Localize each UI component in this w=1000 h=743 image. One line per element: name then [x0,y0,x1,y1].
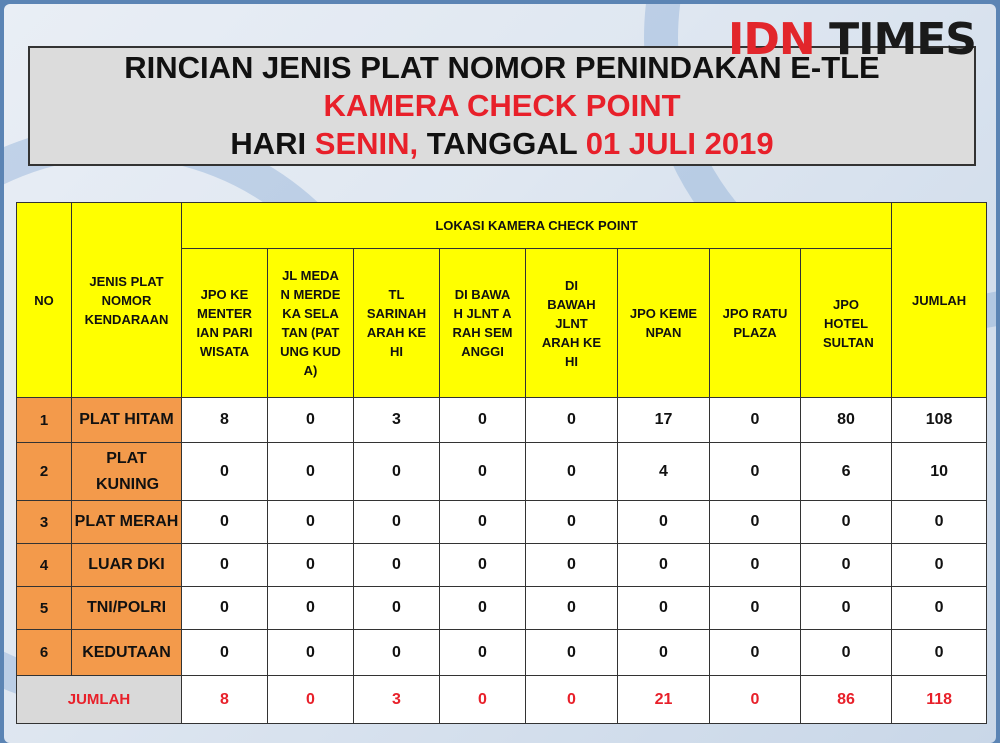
row-value: 0 [440,630,526,676]
title-day: SENIN, [314,126,419,161]
title-line-2: KAMERA CHECK POINT [323,88,681,123]
header-no: NO [17,203,72,398]
row-value: 0 [182,443,268,501]
row-value: 0 [268,587,354,630]
title-day-prefix: HARI [230,126,315,161]
row-value: 0 [268,398,354,443]
row-value: 0 [710,443,801,501]
total-jumlah: 118 [892,676,987,724]
total-value: 0 [268,676,354,724]
header-location-group: LOKASI KAMERA CHECK POINT [182,203,892,249]
row-value: 0 [354,443,440,501]
header-location: DI BAWAH JLNT ARAH SEMANGGI [440,249,526,398]
row-value: 0 [710,544,801,587]
row-value: 0 [268,443,354,501]
header-location: JPO RATU PLAZA [710,249,801,398]
row-value: 0 [440,443,526,501]
total-value: 0 [440,676,526,724]
total-value: 86 [801,676,892,724]
row-value: 0 [354,501,440,544]
row-jumlah: 0 [892,544,987,587]
table-row [17,501,987,544]
row-value: 17 [618,398,710,443]
row-value: 0 [801,544,892,587]
row-value: 0 [801,501,892,544]
header-location: JPO HOTEL SULTAN [801,249,892,398]
row-value: 0 [801,587,892,630]
row-value: 0 [440,544,526,587]
plate-summary-table [16,202,987,724]
row-value: 0 [440,398,526,443]
idn-times-logo [728,14,976,65]
row-jenis: TNI/POLRI [72,587,182,630]
row-jenis: PLAT KUNING [72,443,182,501]
row-jumlah: 0 [892,587,987,630]
header-jumlah: JUMLAH [892,203,987,398]
row-value: 0 [801,630,892,676]
row-value: 0 [710,630,801,676]
row-value: 0 [710,501,801,544]
row-value: 0 [268,501,354,544]
header-location: JPO KEMENPAN [618,249,710,398]
row-value: 0 [618,630,710,676]
logo-times: TIMES [829,14,976,65]
row-no: 1 [17,398,72,443]
row-no: 2 [17,443,72,501]
row-value: 0 [182,630,268,676]
row-jumlah: 10 [892,443,987,501]
total-value: 21 [618,676,710,724]
row-no: 4 [17,544,72,587]
header-location: TL SARINAH ARAH KE HI [354,249,440,398]
row-jumlah: 0 [892,501,987,544]
total-value: 0 [526,676,618,724]
row-value: 0 [618,587,710,630]
row-value: 0 [354,630,440,676]
table-row [17,398,987,443]
row-jenis: PLAT HITAM [72,398,182,443]
row-value: 0 [268,544,354,587]
total-value: 3 [354,676,440,724]
row-value: 6 [801,443,892,501]
title-line-3 [30,126,974,162]
total-label: JUMLAH [17,676,182,724]
row-value: 0 [618,501,710,544]
row-value: 0 [440,587,526,630]
table-row [17,443,987,501]
logo-idn: IDN [728,14,815,65]
row-value: 0 [526,501,618,544]
row-no: 3 [17,501,72,544]
row-jenis: PLAT MERAH [72,501,182,544]
row-value: 0 [182,544,268,587]
total-value: 0 [710,676,801,724]
title-date-prefix: TANGGAL [418,126,586,161]
row-value: 80 [801,398,892,443]
row-value: 0 [354,587,440,630]
row-value: 0 [618,544,710,587]
row-jumlah: 108 [892,398,987,443]
row-no: 6 [17,630,72,676]
table-row [17,587,987,630]
row-value: 0 [268,630,354,676]
row-no: 5 [17,587,72,630]
header-jenis: JENIS PLAT NOMOR KENDARAAN [72,203,182,398]
row-jenis: LUAR DKI [72,544,182,587]
row-value: 0 [710,587,801,630]
row-value: 3 [354,398,440,443]
total-value: 8 [182,676,268,724]
row-value: 0 [526,587,618,630]
row-value: 0 [526,443,618,501]
header-location: DI BAWAH JLNT ARAH KE HI [526,249,618,398]
row-value: 0 [526,398,618,443]
row-value: 4 [618,443,710,501]
row-value: 0 [710,398,801,443]
row-value: 0 [354,544,440,587]
header-location: JPO KEMENTERIAN PARIWISATA [182,249,268,398]
row-jumlah: 0 [892,630,987,676]
row-value: 0 [526,544,618,587]
row-value: 8 [182,398,268,443]
table-row [17,630,987,676]
row-value: 0 [182,501,268,544]
row-value: 0 [526,630,618,676]
row-value: 0 [182,587,268,630]
row-value: 0 [440,501,526,544]
header-location: JL MEDAN MERDEKA SELATAN (PATUNG KUDA) [268,249,354,398]
row-jenis: KEDUTAAN [72,630,182,676]
table-row [17,544,987,587]
title-line-1: RINCIAN JENIS PLAT NOMOR PENINDAKAN E-TLE [124,50,880,85]
title-date: 01 JULI 2019 [585,126,774,161]
total-row [17,676,987,724]
